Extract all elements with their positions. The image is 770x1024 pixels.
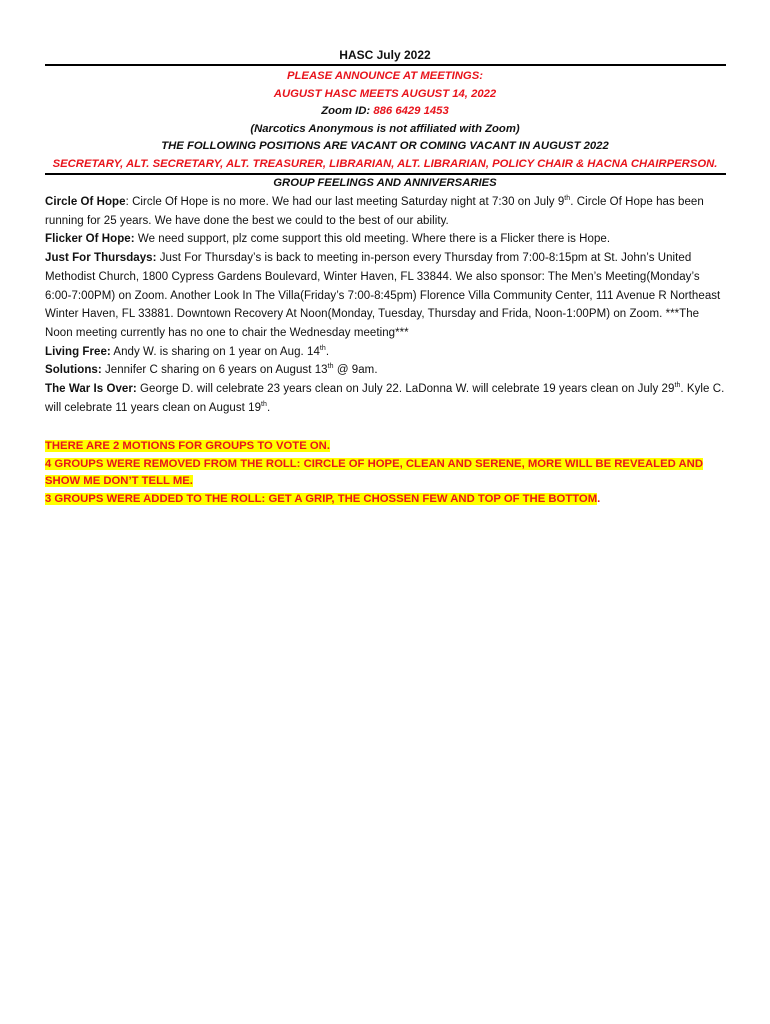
- group-entry-war-is-over: [45, 380, 729, 417]
- group-report: We need support, plz come support this old meeting. Where there is a Flicker there is Hope.: [134, 233, 611, 246]
- group-entry-just-for-thursdays: [45, 249, 729, 343]
- group-name: Flicker Of Hope:: [45, 233, 135, 246]
- group-entry-circle-of-hope: [45, 193, 729, 230]
- group-report: Andy W. is sharing on 1 year on Aug. 14: [110, 345, 320, 358]
- group-report: Jennifer C sharing on 6 years on August 13: [101, 364, 328, 377]
- trailing-period: .: [597, 492, 601, 505]
- vacancies-heading: THE FOLLOWING POSITIONS ARE VACANT OR COMING VACANT IN AUGUST 2022: [161, 140, 609, 152]
- group-name: Just For Thursdays:: [45, 252, 157, 265]
- disclaimer-line: (Narcotics Anonymous is not affiliated with Zoom): [250, 122, 520, 135]
- group-name: Circle Of Hope: [45, 196, 126, 208]
- announce-line: PLEASE ANNOUNCE AT MEETINGS:: [286, 70, 484, 82]
- ordinal-suffix: th: [564, 195, 571, 202]
- title-divider: [45, 64, 726, 66]
- ordinal-suffix: th: [261, 400, 267, 408]
- group-report: @ 9am.: [333, 364, 378, 377]
- group-name: The War Is Over:: [45, 383, 137, 396]
- highlighted-text: 3 GROUPS WERE ADDED TO THE ROLL: GET A GRIP, THE CHOSSEN FEW AND TOP OF THE BOTTOM: [45, 492, 598, 505]
- zoom-id: 886 6429 1453: [373, 105, 449, 117]
- highlighted-text: 4 GROUPS WERE REMOVED FROM THE ROLL: CIRCLE OF HOPE, CLEAN AND SERENE, MORE WILL BE REVEALED AND SHOW ME DON’T TELL ME.: [45, 457, 703, 487]
- document-title: HASC July 2022: [339, 48, 431, 62]
- group-name: Living Free:: [45, 345, 111, 358]
- group-report: . Kyle C. will celebrate 11 years clean on August 19: [45, 383, 725, 414]
- ordinal-suffix: th: [319, 344, 326, 352]
- group-report: . Circle Of Hope has been running for 25 years. We have done the best we could to the best of our ability.: [45, 196, 704, 227]
- removed-groups-line: [45, 456, 729, 491]
- motions-block: [45, 438, 729, 508]
- group-feelings-body: [45, 193, 729, 417]
- group-report: .: [325, 345, 330, 358]
- group-name: Solutions:: [45, 364, 102, 377]
- motions-line: [45, 438, 729, 456]
- group-report: George D. will celebrate 23 years clean on July 22. LaDonna W. will celebrate 19 years clean on July 29: [136, 383, 675, 396]
- announcements-block: [40, 68, 730, 173]
- group-report: Just For Thursday’s is back to meeting in-person every Thursday from 7:00-8:15pm at St. John’s United Methodist Church, 1800 Cypress Gardens Boulevard, Winter Haven, FL 33844. We also sponsor: The Men’s Meeting(Monday’s 6:00-7:00PM) on Zoom. Another Look In The Villa(Friday’s 7:00-8:45pm) Florence Villa Community Center, 111 Avenue R Northeast Winter Haven, FL 33881. Downtown Recovery At Noon(Monday, Tuesday, Thursday and Frida, Noon-1:00PM) on Zoom. ***The Noon meeting currently has no one to chair the Wednesday meeting***: [45, 252, 721, 339]
- ordinal-suffix: th: [674, 382, 681, 390]
- group-entry-flicker-of-hope: [45, 230, 729, 249]
- vacant-positions-list: SECRETARY, ALT. SECRETARY, ALT. TREASURER, LIBRARIAN, ALT. LIBRARIAN, POLICY CHAIR & HACNA CHAIRPERSON.: [52, 157, 718, 170]
- meeting-date-line: AUGUST HASC MEETS AUGUST 14, 2022: [273, 87, 497, 100]
- group-report: .: [267, 401, 271, 414]
- section-divider: [45, 173, 726, 175]
- group-entry-living-free: [45, 343, 729, 362]
- group-report: : Circle Of Hope is no more. We had our last meeting Saturday night at 7:30 on July 9: [125, 196, 565, 208]
- zoom-label: Zoom ID:: [321, 105, 374, 117]
- zoom-line: [40, 103, 730, 121]
- highlighted-text: THERE ARE 2 MOTIONS FOR GROUPS TO VOTE ON.: [45, 440, 330, 452]
- ordinal-suffix: th: [327, 363, 334, 371]
- group-entry-solutions: [45, 361, 729, 380]
- added-groups-line: [45, 491, 729, 509]
- group-feelings-heading: GROUP FEELINGS AND ANNIVERSARIES: [273, 177, 497, 189]
